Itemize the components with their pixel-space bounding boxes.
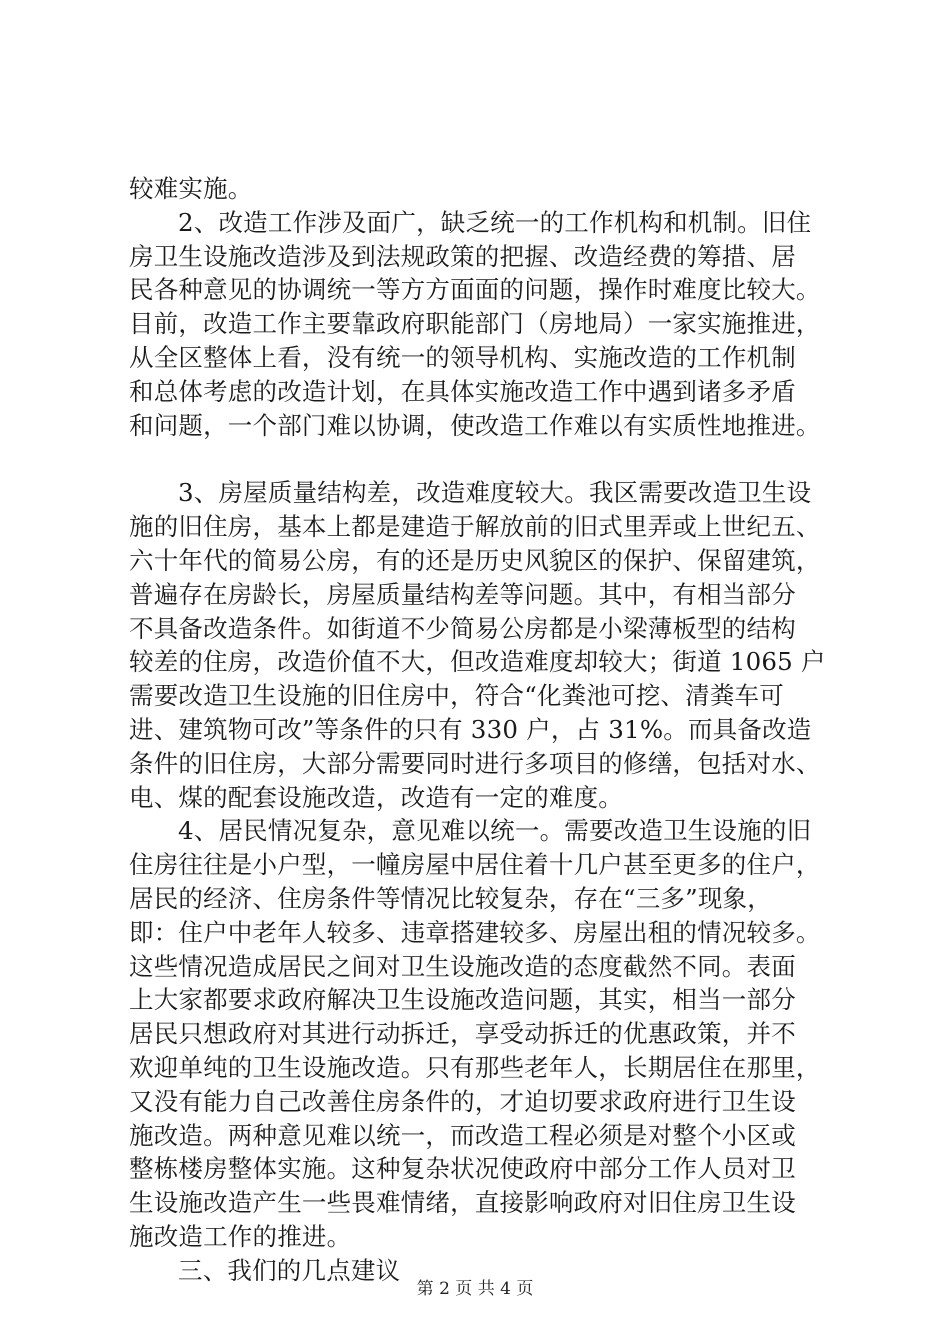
text-line: 生设施改造产生一些畏难情绪，直接影响政府对旧住房卫生设 [129, 1188, 796, 1218]
text-line: 和问题，一个部门难以协调，使改造工作难以有实质性地推进。 [129, 410, 821, 440]
text-line: 施改造工作的推进。 [129, 1221, 352, 1251]
text-line: 居民的经济、住房条件等情况比较复杂，存在“三多”现象， [129, 883, 772, 913]
text-line: 欢迎单纯的卫生设施改造。只有那些老年人，长期居住在那里， [129, 1052, 821, 1082]
text-line: 需要改造卫生设施的旧住房中，符合“化粪池可挖、清粪车可 [129, 681, 784, 711]
text-line: 六十年代的简易公房，有的还是历史风貌区的保护、保留建筑， [129, 545, 821, 575]
paragraph [129, 206, 849, 443]
text-line: 条件的旧住房，大部分需要同时进行多项目的修缮，包括对水、 [129, 748, 821, 778]
document-body [129, 172, 849, 1288]
text-line: 进、建筑物可改”等条件的只有 330 户，占 31%。而具备改造 [129, 714, 812, 744]
text-line: 电、煤的配套设施改造，改造有一定的难度。 [129, 782, 623, 812]
text-line: 和总体考虑的改造计划，在具体实施改造工作中遇到诸多矛盾 [129, 376, 796, 406]
text-line: 普遍存在房龄长，房屋质量结构差等问题。其中，有相当部分 [129, 579, 796, 609]
paragraph [129, 172, 849, 206]
text-line: 这些情况造成居民之间对卫生设施改造的态度截然不同。表面 [129, 951, 796, 981]
text-line: 住房往往是小户型，一幢房屋中居住着十几户甚至更多的住户， [129, 850, 821, 880]
text-line: 从全区整体上看，没有统一的领导机构、实施改造的工作机制 [129, 342, 796, 372]
text-line: 4、居民情况复杂，意见难以统一。需要改造卫生设施的旧 [178, 816, 812, 846]
text-line: 三、我们的几点建议 [178, 1255, 401, 1285]
text-line: 目前，改造工作主要靠政府职能部门（房地局）一家实施推进， [129, 309, 821, 339]
text-line: 居民只想政府对其进行动拆迁，享受动拆迁的优惠政策，并不 [129, 1019, 796, 1049]
text-line: 民各种意见的协调统一等方方面面的问题，操作时难度比较大。 [129, 275, 821, 305]
text-line: 即：住户中老年人较多、违章搭建较多、房屋出租的情况较多。 [129, 917, 821, 947]
text-line: 上大家都要求政府解决卫生设施改造问题，其实，相当一部分 [129, 985, 796, 1015]
text-line: 较难实施。 [129, 174, 253, 203]
text-line: 施改造。两种意见难以统一，而改造工程必须是对整个小区或 [129, 1120, 796, 1150]
text-line: 又没有能力自己改善住房条件的，才迫切要求政府进行卫生设 [129, 1086, 796, 1116]
paragraph [129, 814, 849, 1253]
text-line: 整栋楼房整体实施。这种复杂状况使政府中部分工作人员对卫 [129, 1154, 796, 1184]
paragraph [129, 476, 849, 814]
text-line: 3、房屋质量结构差，改造难度较大。我区需要改造卫生设 [178, 478, 812, 508]
text-line: 不具备改造条件。如街道不少简易公房都是小梁薄板型的结构 [129, 613, 796, 643]
paragraph-spacer [129, 442, 849, 476]
text-line: 2、改造工作涉及面广，缺乏统一的工作机构和机制。旧住 [178, 207, 812, 237]
text-line: 施的旧住房，基本上都是建造于解放前的旧式里弄或上世纪五、 [129, 512, 821, 542]
text-line: 较差的住房，改造价值不大，但改造难度却较大；街道 1065 户 [129, 647, 826, 677]
text-line: 房卫生设施改造涉及到法规政策的把握、改造经费的筹措、居 [129, 241, 796, 271]
page-footer: 第 2 页 共 4 页 [416, 1279, 534, 1299]
